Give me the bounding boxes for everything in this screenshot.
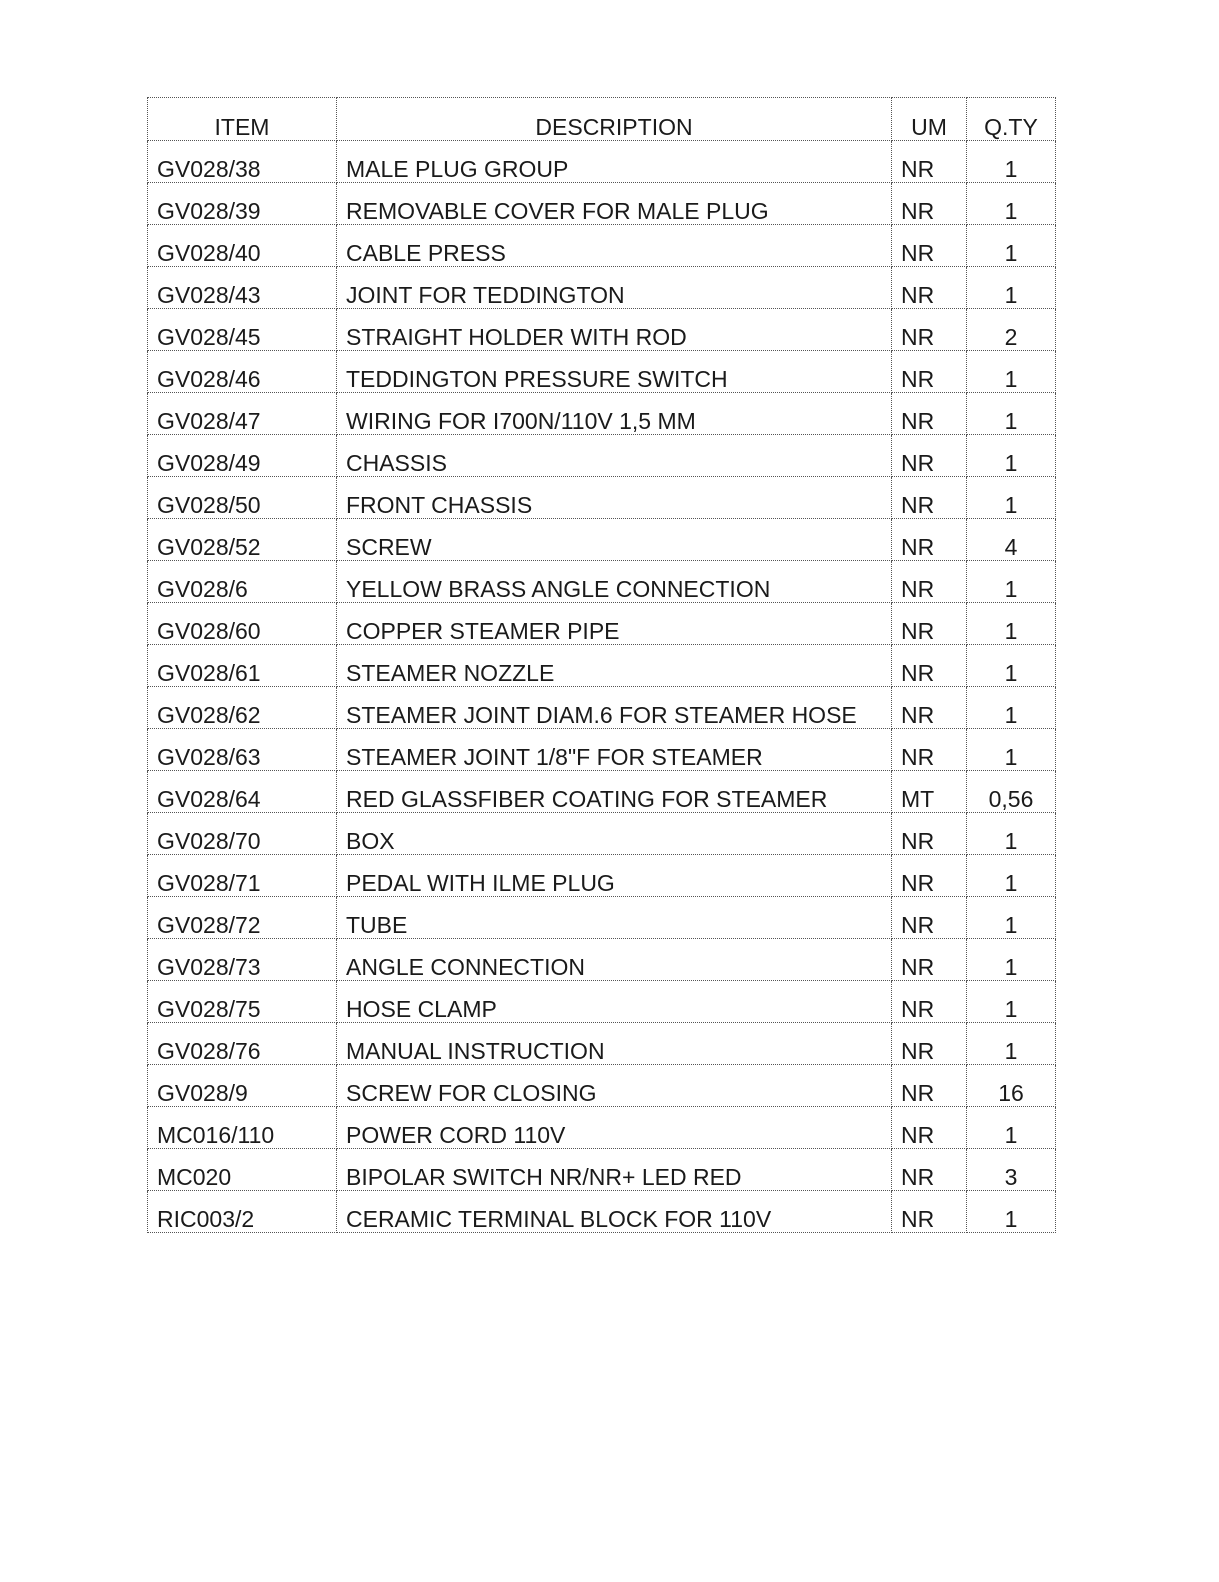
cell-description: TEDDINGTON PRESSURE SWITCH [337, 351, 892, 393]
cell-qty: 1 [967, 855, 1056, 897]
cell-qty: 1 [967, 813, 1056, 855]
cell-item: GV028/72 [148, 897, 337, 939]
cell-qty: 1 [967, 141, 1056, 183]
cell-description: PEDAL WITH ILME PLUG [337, 855, 892, 897]
cell-um: MT [892, 771, 967, 813]
cell-description: FRONT CHASSIS [337, 477, 892, 519]
cell-description: MANUAL INSTRUCTION [337, 1023, 892, 1065]
cell-um: NR [892, 687, 967, 729]
cell-item: GV028/43 [148, 267, 337, 309]
cell-item: GV028/6 [148, 561, 337, 603]
cell-item: GV028/49 [148, 435, 337, 477]
cell-um: NR [892, 939, 967, 981]
table-row [148, 393, 1056, 435]
cell-um: NR [892, 1149, 967, 1191]
cell-description: JOINT FOR TEDDINGTON [337, 267, 892, 309]
cell-description: STRAIGHT HOLDER WITH ROD [337, 309, 892, 351]
table-row [148, 435, 1056, 477]
cell-item: MC016/110 [148, 1107, 337, 1149]
cell-qty: 1 [967, 1191, 1056, 1233]
cell-um: NR [892, 225, 967, 267]
cell-item: GV028/40 [148, 225, 337, 267]
cell-um: NR [892, 519, 967, 561]
cell-qty: 1 [967, 687, 1056, 729]
cell-qty: 1 [967, 1107, 1056, 1149]
cell-description: BOX [337, 813, 892, 855]
cell-item: GV028/75 [148, 981, 337, 1023]
table-row [148, 1107, 1056, 1149]
cell-item: GV028/71 [148, 855, 337, 897]
cell-um: NR [892, 855, 967, 897]
parts-list-table [147, 97, 1056, 1233]
table-row [148, 141, 1056, 183]
cell-qty: 1 [967, 225, 1056, 267]
cell-um: NR [892, 1191, 967, 1233]
table-row [148, 729, 1056, 771]
table-row [148, 1191, 1056, 1233]
cell-um: NR [892, 309, 967, 351]
cell-item: GV028/46 [148, 351, 337, 393]
cell-qty: 1 [967, 435, 1056, 477]
cell-qty: 4 [967, 519, 1056, 561]
cell-description: COPPER STEAMER PIPE [337, 603, 892, 645]
cell-description: POWER CORD 110V [337, 1107, 892, 1149]
table-row [148, 813, 1056, 855]
cell-description: CERAMIC TERMINAL BLOCK FOR 110V [337, 1191, 892, 1233]
cell-qty: 1 [967, 267, 1056, 309]
table-body [148, 141, 1056, 1233]
cell-item: GV028/73 [148, 939, 337, 981]
table-row [148, 183, 1056, 225]
cell-qty: 0,56 [967, 771, 1056, 813]
cell-um: NR [892, 561, 967, 603]
cell-item: GV028/70 [148, 813, 337, 855]
cell-qty: 1 [967, 603, 1056, 645]
cell-item: RIC003/2 [148, 1191, 337, 1233]
table-row [148, 561, 1056, 603]
table-header [148, 98, 1056, 141]
header-item: ITEM [148, 98, 337, 141]
cell-item: MC020 [148, 1149, 337, 1191]
cell-item: GV028/62 [148, 687, 337, 729]
cell-item: GV028/76 [148, 1023, 337, 1065]
table-row [148, 897, 1056, 939]
cell-description: HOSE CLAMP [337, 981, 892, 1023]
cell-um: NR [892, 645, 967, 687]
cell-um: NR [892, 1065, 967, 1107]
cell-um: NR [892, 435, 967, 477]
cell-item: GV028/9 [148, 1065, 337, 1107]
cell-description: TUBE [337, 897, 892, 939]
cell-qty: 1 [967, 351, 1056, 393]
cell-description: STEAMER NOZZLE [337, 645, 892, 687]
cell-qty: 1 [967, 897, 1056, 939]
table-row [148, 981, 1056, 1023]
header-um: UM [892, 98, 967, 141]
cell-um: NR [892, 267, 967, 309]
cell-qty: 1 [967, 477, 1056, 519]
cell-qty: 2 [967, 309, 1056, 351]
cell-item: GV028/45 [148, 309, 337, 351]
cell-item: GV028/60 [148, 603, 337, 645]
cell-item: GV028/38 [148, 141, 337, 183]
cell-description: STEAMER JOINT 1/8"F FOR STEAMER [337, 729, 892, 771]
cell-um: NR [892, 351, 967, 393]
cell-qty: 1 [967, 981, 1056, 1023]
table-row [148, 225, 1056, 267]
cell-description: REMOVABLE COVER FOR MALE PLUG [337, 183, 892, 225]
cell-um: NR [892, 1023, 967, 1065]
cell-item: GV028/50 [148, 477, 337, 519]
cell-um: NR [892, 813, 967, 855]
cell-description: SCREW [337, 519, 892, 561]
table-row [148, 519, 1056, 561]
table-row [148, 267, 1056, 309]
cell-description: ANGLE CONNECTION [337, 939, 892, 981]
cell-qty: 1 [967, 183, 1056, 225]
cell-qty: 1 [967, 561, 1056, 603]
cell-description: RED GLASSFIBER COATING FOR STEAMER [337, 771, 892, 813]
cell-um: NR [892, 897, 967, 939]
table-row [148, 771, 1056, 813]
cell-description: CHASSIS [337, 435, 892, 477]
cell-qty: 1 [967, 729, 1056, 771]
table-row [148, 309, 1056, 351]
cell-qty: 16 [967, 1065, 1056, 1107]
header-row [148, 98, 1056, 141]
cell-qty: 1 [967, 645, 1056, 687]
cell-item: GV028/52 [148, 519, 337, 561]
table-row [148, 1023, 1056, 1065]
cell-item: GV028/63 [148, 729, 337, 771]
cell-description: BIPOLAR SWITCH NR/NR+ LED RED [337, 1149, 892, 1191]
cell-um: NR [892, 603, 967, 645]
table-row [148, 477, 1056, 519]
cell-um: NR [892, 477, 967, 519]
cell-um: NR [892, 981, 967, 1023]
cell-item: GV028/61 [148, 645, 337, 687]
cell-um: NR [892, 729, 967, 771]
cell-um: NR [892, 393, 967, 435]
cell-qty: 1 [967, 393, 1056, 435]
cell-description: YELLOW BRASS ANGLE CONNECTION [337, 561, 892, 603]
cell-qty: 3 [967, 1149, 1056, 1191]
table-row [148, 939, 1056, 981]
table-row [148, 645, 1056, 687]
header-qty: Q.TY [967, 98, 1056, 141]
table-row [148, 687, 1056, 729]
cell-item: GV028/39 [148, 183, 337, 225]
cell-um: NR [892, 183, 967, 225]
cell-description: STEAMER JOINT DIAM.6 FOR STEAMER HOSE [337, 687, 892, 729]
cell-um: NR [892, 141, 967, 183]
cell-item: GV028/47 [148, 393, 337, 435]
table-row [148, 351, 1056, 393]
cell-description: CABLE PRESS [337, 225, 892, 267]
cell-description: SCREW FOR CLOSING [337, 1065, 892, 1107]
table-row [148, 855, 1056, 897]
cell-qty: 1 [967, 1023, 1056, 1065]
table-row [148, 603, 1056, 645]
cell-qty: 1 [967, 939, 1056, 981]
cell-description: WIRING FOR I700N/110V 1,5 MM [337, 393, 892, 435]
table-row [148, 1065, 1056, 1107]
cell-description: MALE PLUG GROUP [337, 141, 892, 183]
cell-item: GV028/64 [148, 771, 337, 813]
cell-um: NR [892, 1107, 967, 1149]
header-description: DESCRIPTION [337, 98, 892, 141]
table-row [148, 1149, 1056, 1191]
